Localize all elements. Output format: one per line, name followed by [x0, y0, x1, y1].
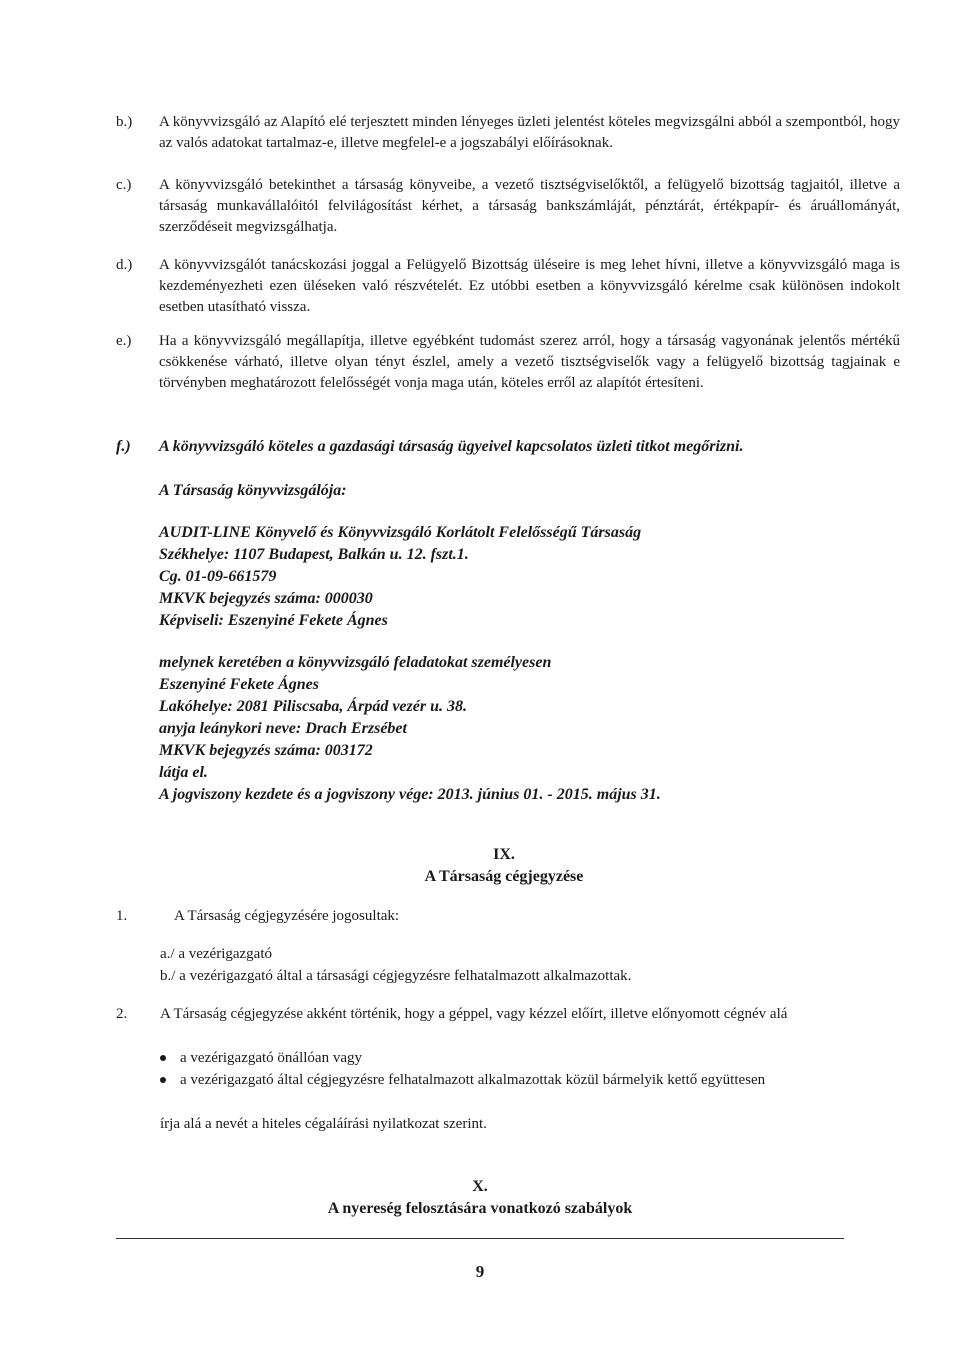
chapter-10-title: A nyereség felosztására vonatkozó szabályok — [327, 1200, 633, 1217]
bullet-item — [160, 1070, 765, 1091]
section-b-label: b.) — [116, 114, 133, 130]
bullet-icon — [160, 1055, 166, 1061]
section-f-label: f.) — [116, 438, 131, 455]
section-c — [116, 175, 900, 238]
page-number: 9 — [475, 1262, 485, 1281]
auditor-representative: Képviseli: Eszenyiné Fekete Ágnes — [159, 612, 388, 629]
section-b — [116, 112, 900, 154]
section-b-text: A könyvvizsgáló az Alapító elé terjesztett minden lényeges üzleti jelentést köteles megvizsgálni abból a szempontból, hogy az valós adatokat tartalmaz-e, illetve megfelel-e a jogszabályi előírásoknak. — [159, 114, 900, 151]
item-1-text: A Társaság cégjegyzésére jogosultak: — [174, 908, 400, 924]
section-c-label: c.) — [116, 177, 132, 193]
signatory-option-a: a./ a vezérigazgató — [160, 946, 273, 962]
item-1-label: 1. — [116, 908, 128, 924]
person-closing: látja el. — [159, 764, 208, 781]
bullet-icon — [160, 1077, 166, 1083]
item-2-label: 2. — [116, 1006, 128, 1022]
person-mkvk-number: MKVK bejegyzés száma: 003172 — [159, 742, 373, 759]
chapter-9-title: A Társaság cégjegyzése — [424, 868, 584, 885]
section-f — [116, 436, 900, 457]
auditor-seat: Székhelye: 1107 Budapest, Balkán u. 12. fszt.1. — [159, 546, 469, 563]
auditor-company-name: AUDIT-LINE Könyvelő és Könyvvizsgáló Korlátolt Felelősségű Társaság — [159, 524, 642, 541]
section-e-text: Ha a könyvvizsgáló megállapítja, illetve egyébként tudomást szerez arról, hogy a társaság vagyonának jelentős mértékű csökkenése várható, illetve olyan tényt észlel, amely a vezető tisztségviselők vagy a felügyelő bizottság tagjainak e törvényben meghatározott felelősségét vonja maga után, köteles erről az alapítót értesíteni. — [159, 333, 900, 391]
bullet-text: a vezérigazgató önállóan vagy — [180, 1050, 362, 1066]
bullet-text: a vezérigazgató által cégjegyzésre felhatalmazott alkalmazottak közül bármelyik kettő együttesen — [180, 1072, 766, 1088]
section-d — [116, 255, 900, 318]
section-d-text: A könyvvizsgálót tanácskozási joggal a Felügyelő Bizottság üléseire is meg lehet hívni, illetve a könyvvizsgáló maga is kezdeményezheti ezen üléseken való részvételét. Ez utóbbi esetben a könyvvizsgáló kérelme csak különösen indokolt esetben utasítható vissza. — [159, 257, 900, 315]
divider-line — [116, 1238, 844, 1239]
contract-period: A jogviszony kezdete és a jogviszony vége: 2013. június 01. - 2015. május 31. — [159, 786, 661, 803]
closing-text: írja alá a nevét a hiteles cégaláírási nyilatkozat szerint. — [160, 1116, 487, 1132]
auditor-registry-number: Cg. 01-09-661579 — [159, 568, 277, 585]
section-e — [116, 331, 900, 394]
section-d-label: d.) — [116, 257, 133, 273]
item-2-text: A Társaság cégjegyzése akként történik, hogy a géppel, vagy kézzel előírt, illetve előnyomott cégnév alá — [160, 1006, 788, 1022]
person-intro: melynek keretében a könyvvizsgáló feladatokat személyesen — [159, 654, 552, 671]
section-e-label: e.) — [116, 333, 132, 349]
auditor-mkvk-number: MKVK bejegyzés száma: 000030 — [159, 590, 373, 607]
section-f-text: A könyvvizsgáló köteles a gazdasági társaság ügyeivel kapcsolatos üzleti titkot megőrizni. — [159, 438, 744, 455]
person-name: Eszenyiné Fekete Ágnes — [159, 676, 319, 693]
bullet-item — [160, 1048, 362, 1069]
section-c-text: A könyvvizsgáló betekinthet a társaság könyveibe, a vezető tisztségviselőktől, a felügyelő bizottság tagjaitól, illetve a társaság munkavállalóitól felvilágosítást kérhet, a társaság bankszámláját, pénztárát, értékpapír- és áruállományát, szerződéseit megvizsgálhatja. — [159, 177, 900, 235]
person-mother-name: anyja leánykori neve: Drach Erzsébet — [159, 720, 407, 737]
signatory-option-b: b./ a vezérigazgató által a társasági cégjegyzésre felhatalmazott alkalmazottak. — [160, 968, 632, 984]
person-residence: Lakóhelye: 2081 Piliscsaba, Árpád vezér u. 38. — [159, 698, 467, 715]
chapter-9-number: IX. — [493, 846, 515, 863]
auditor-heading: A Társaság könyvvizsgálója: — [159, 482, 347, 499]
chapter-10-number: X. — [472, 1178, 488, 1195]
